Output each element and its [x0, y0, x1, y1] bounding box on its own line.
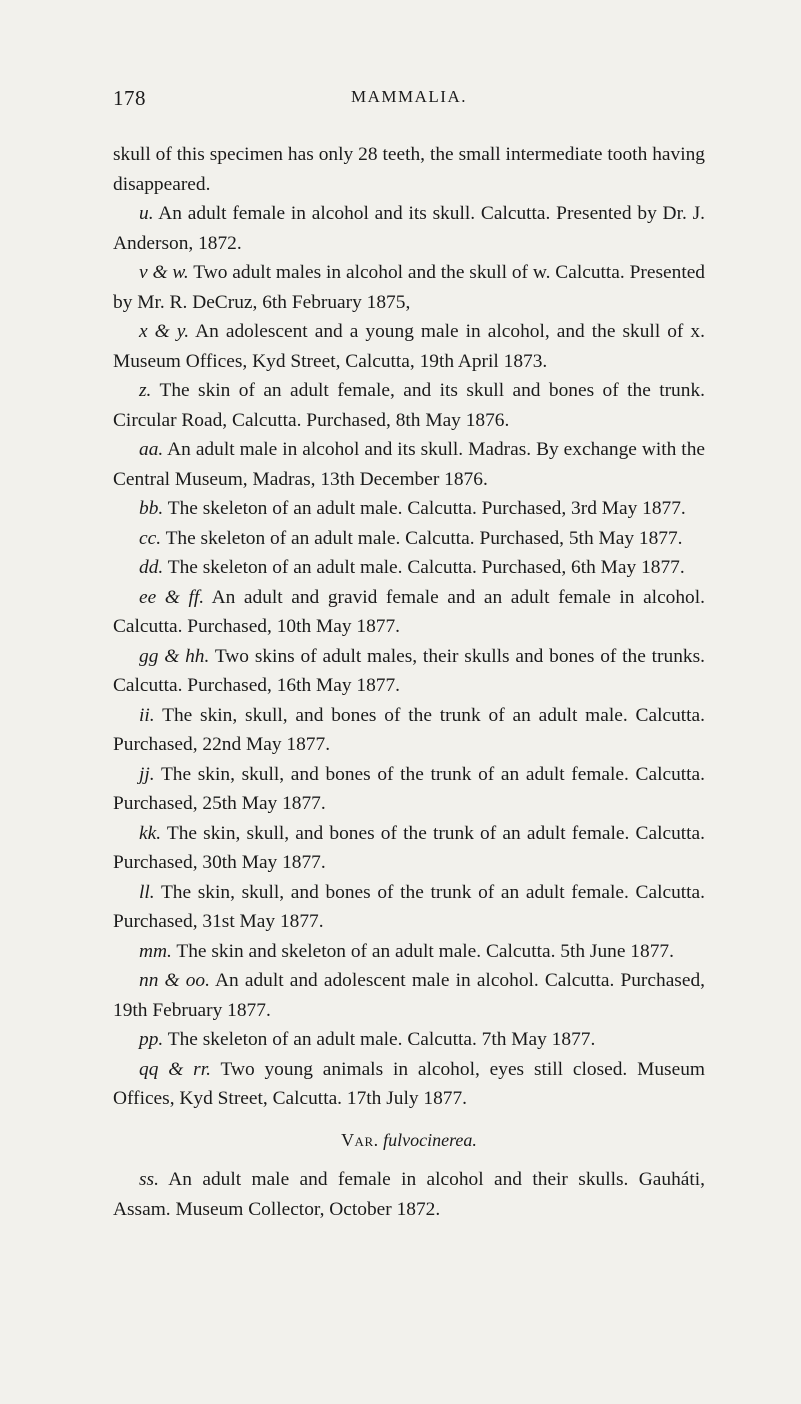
page-number: 178 [113, 86, 146, 110]
specimen-entry [113, 376, 705, 435]
specimen-entry [113, 583, 705, 642]
specimen-entry [113, 1055, 705, 1114]
specimen-entry [113, 760, 705, 819]
entry-text: Two skins of adult males, their skulls and bones of the trunks. Calcutta. Purchased, 16th May 1877. [113, 645, 705, 696]
entry-text: An adult and gravid female and an adult female in alcohol. Calcutta. Purchased, 10th May 1877. [113, 586, 705, 637]
specimen-entry [113, 435, 705, 494]
paragraph [113, 140, 705, 199]
specimen-entry [113, 642, 705, 701]
specimen-mark: nn & oo. [139, 970, 210, 991]
entry-text: Two adult males in alcohol and the skull of w. Calcutta. Presented by Mr. R. DeCruz, 6th February 1875, [113, 262, 706, 313]
entry-text: An adolescent and a young male in alcohol, and the skull of x. Museum Offices, Kyd Street, Calcutta, 19th April 1873. [113, 321, 705, 372]
entry-text: The skin, skull, and bones of the trunk of an adult female. Calcutta. Purchased, 31st May 1877. [113, 881, 705, 932]
specimen-mark: gg & hh. [139, 645, 210, 667]
entry-text: An adult male in alcohol and its skull. Madras. By exchange with the Central Museum, Madras, 13th December 1876. [113, 439, 705, 490]
page-header [113, 86, 705, 116]
running-head: MAMMALIA. [351, 87, 467, 106]
specimen-mark: jj. [139, 763, 155, 785]
entry-text: The skeleton of an adult male. Calcutta. Purchased, 3rd May 1877. [167, 498, 686, 519]
paragraph-text: skull of this specimen has only 28 teeth, the small intermediate tooth having disappeared. [113, 144, 705, 195]
specimen-entry [113, 701, 705, 760]
specimen-mark: dd. [139, 557, 164, 578]
specimen-mark: pp. [139, 1029, 164, 1050]
specimen-entry [113, 819, 705, 878]
entry-text: An adult and adolescent male in alcohol. Calcutta. Purchased, 19th February 1877. [113, 970, 705, 1021]
specimen-entry [113, 553, 705, 583]
entry-text: An adult male and female in alcohol and their skulls. Gauháti, Assam. Museum Collector, October 1872. [113, 1169, 705, 1220]
variety-heading [113, 1126, 705, 1156]
specimen-entry [113, 199, 705, 258]
entry-text: The skin and skeleton of an adult male. Calcutta. 5th June 1877. [176, 940, 674, 962]
specimen-mark: ss. [139, 1169, 159, 1190]
specimen-entry [113, 1165, 705, 1224]
specimen-entry [113, 878, 705, 937]
entry-text: The skeleton of an adult male. Calcutta. Purchased, 6th May 1877. [167, 557, 685, 578]
specimen-mark: u. [139, 203, 154, 224]
entry-text: An adult female in alcohol and its skull. Calcutta. Presented by Dr. J. Anderson, 1872. [113, 203, 705, 254]
specimen-mark: aa. [139, 439, 164, 460]
specimen-entry [113, 524, 705, 554]
entry-text: The skin, skull, and bones of the trunk of an adult female. Calcutta. Purchased, 25th May 1877. [113, 763, 705, 814]
entry-text: Two young animals in alcohol, eyes still closed. Museum Offices, Kyd Street, Calcutta. 17th July 1877. [113, 1058, 705, 1109]
specimen-mark: bb. [139, 498, 164, 519]
specimen-mark: z. [139, 380, 152, 401]
specimen-mark: ii. [139, 704, 155, 726]
specimen-mark: x & y. [139, 321, 190, 342]
specimen-entry [113, 258, 705, 317]
specimen-entry [113, 1025, 705, 1055]
specimen-mark: qq & rr. [139, 1058, 211, 1080]
specimen-mark: kk. [139, 822, 162, 844]
specimen-mark: ee & ff. [139, 586, 205, 608]
entry-text: The skin, skull, and bones of the trunk of an adult male. Calcutta. Purchased, 22nd May 1877. [113, 704, 705, 755]
body-text [113, 140, 705, 1224]
specimen-entry [113, 317, 705, 376]
specimen-entry [113, 966, 705, 1025]
specimen-entry [113, 937, 705, 967]
variety-label: Var. [341, 1129, 379, 1150]
entry-text: The skin, skull, and bones of the trunk of an adult female. Calcutta. Purchased, 30th May 1877. [113, 822, 705, 873]
entry-text: The skeleton of an adult male. Calcutta. 7th May 1877. [167, 1029, 596, 1050]
specimen-mark: ll. [139, 881, 155, 903]
specimen-mark: cc. [139, 527, 162, 549]
specimen-entry [113, 494, 705, 524]
specimen-mark: mm. [139, 940, 172, 962]
entry-text: The skin of an adult female, and its skull and bones of the trunk. Circular Road, Calcutta. Purchased, 8th May 1876. [113, 380, 705, 431]
entry-text: The skeleton of an adult male. Calcutta. Purchased, 5th May 1877. [165, 527, 683, 549]
variety-name: fulvocinerea. [383, 1129, 477, 1150]
specimen-mark: v & w. [139, 262, 189, 283]
